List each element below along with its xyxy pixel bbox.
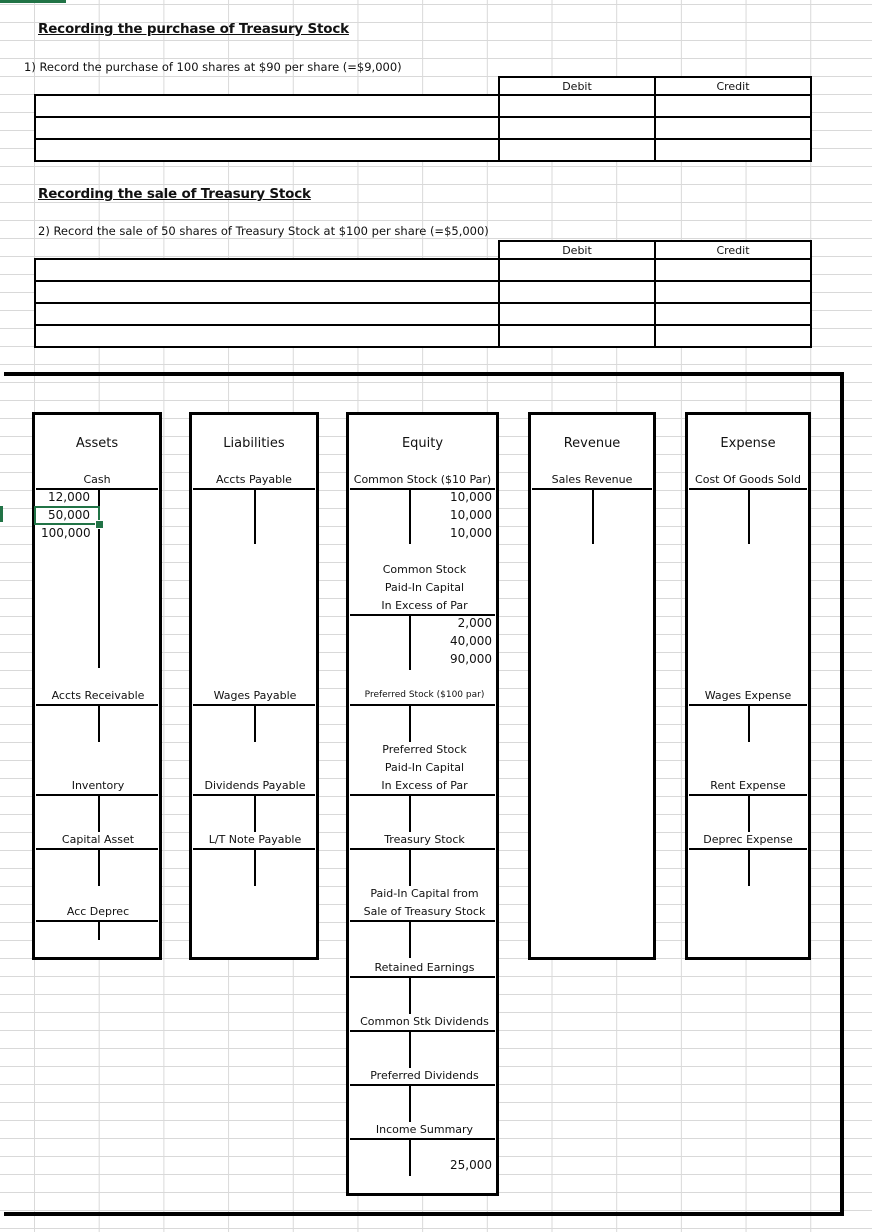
sale-heading: Recording the sale of Treasury Stock xyxy=(38,186,311,202)
inventory-t-stem xyxy=(98,794,100,832)
account-cell[interactable] xyxy=(35,325,499,347)
account-cell[interactable] xyxy=(35,259,499,281)
sales-revenue-name: Sales Revenue xyxy=(551,473,633,486)
expense-title: Expense xyxy=(720,436,776,451)
pic-treasury-line2: Sale of Treasury Stock xyxy=(363,905,486,918)
cs-pic-line1: Common Stock xyxy=(382,563,467,576)
purchase-journal-entry[interactable] xyxy=(34,94,812,162)
treasury-stock-t-stem xyxy=(409,848,411,886)
accts-receivable-t-bar xyxy=(36,704,158,706)
income-summary-t-stem xyxy=(409,1138,411,1176)
retained-earnings-t-bar xyxy=(350,976,495,978)
credit-cell[interactable] xyxy=(655,139,811,161)
pic-treasury-line1: Paid-In Capital from xyxy=(370,887,479,900)
inventory-t-bar xyxy=(36,794,158,796)
credit-cell[interactable] xyxy=(655,325,811,347)
debit-cell[interactable] xyxy=(499,325,655,347)
capital-asset-t-bar xyxy=(36,848,158,850)
row-selection-indicator xyxy=(0,506,3,522)
acc-deprec-t-stem xyxy=(98,920,100,940)
sales-revenue-t-stem xyxy=(592,488,594,544)
common-stock-credit-1[interactable]: 10,000 xyxy=(450,490,492,504)
preferred-stock-name: Preferred Stock ($100 par) xyxy=(364,690,485,700)
wages-expense-name: Wages Expense xyxy=(704,689,792,702)
ps-pic-t-stem xyxy=(409,794,411,832)
purchase-heading: Recording the purchase of Treasury Stock xyxy=(38,21,349,37)
preferred-stock-t-bar xyxy=(350,704,495,706)
column-selection-indicator xyxy=(0,0,66,3)
pic-treasury-t-stem xyxy=(409,920,411,958)
cs-pic-credit-3[interactable]: 90,000 xyxy=(450,652,492,666)
fill-handle[interactable] xyxy=(95,520,104,529)
credit-header: Credit xyxy=(655,241,811,259)
cash-debit-3[interactable]: 100,000 xyxy=(41,526,91,540)
treasury-stock-name: Treasury Stock xyxy=(384,833,465,846)
credit-cell[interactable] xyxy=(655,117,811,139)
retained-earnings-name: Retained Earnings xyxy=(374,961,475,974)
treasury-stock-t-bar xyxy=(350,848,495,850)
sale-journal-header xyxy=(498,240,812,260)
credit-cell[interactable] xyxy=(655,281,811,303)
account-cell[interactable] xyxy=(35,303,499,325)
accts-payable-name: Accts Payable xyxy=(216,473,292,486)
ps-pic-t-bar xyxy=(350,794,495,796)
income-summary-name: Income Summary xyxy=(375,1123,474,1136)
common-dividends-t-stem xyxy=(409,1030,411,1068)
rent-expense-name: Rent Expense xyxy=(710,779,786,792)
common-dividends-t-bar xyxy=(350,1030,495,1032)
cash-debit-2[interactable]: 50,000 xyxy=(48,508,90,522)
deprec-expense-t-stem xyxy=(748,848,750,886)
common-stock-name: Common Stock ($10 Par) xyxy=(353,473,492,486)
pic-treasury-t-bar xyxy=(350,920,495,922)
cogs-t-stem xyxy=(748,488,750,544)
dividends-payable-name: Dividends Payable xyxy=(204,779,306,792)
liabilities-title: Liabilities xyxy=(223,436,285,451)
inventory-name: Inventory xyxy=(71,779,125,792)
lt-note-payable-name: L/T Note Payable xyxy=(208,833,302,846)
credit-cell[interactable] xyxy=(655,95,811,117)
assets-title: Assets xyxy=(75,436,119,451)
debit-header: Debit xyxy=(499,241,655,259)
income-summary-credit[interactable]: 25,000 xyxy=(450,1158,492,1172)
account-cell[interactable] xyxy=(35,117,499,139)
preferred-stock-t-stem xyxy=(409,704,411,742)
account-cell[interactable] xyxy=(35,95,499,117)
lt-note-payable-t-stem xyxy=(254,848,256,886)
credit-cell[interactable] xyxy=(655,259,811,281)
sale-prompt: 2) Record the sale of 50 shares of Treasury Stock at $100 per share (=$5,000) xyxy=(38,224,489,238)
debit-header: Debit xyxy=(499,77,655,95)
cs-pic-line3: In Excess of Par xyxy=(381,599,468,612)
debit-cell[interactable] xyxy=(499,303,655,325)
common-stock-credit-3[interactable]: 10,000 xyxy=(450,526,492,540)
common-dividends-name: Common Stk Dividends xyxy=(360,1015,489,1028)
credit-cell[interactable] xyxy=(655,303,811,325)
capital-asset-t-stem xyxy=(98,848,100,886)
capital-asset-name: Capital Asset xyxy=(61,833,135,846)
dividends-payable-t-stem xyxy=(254,794,256,832)
purchase-journal-header xyxy=(498,76,812,96)
ps-pic-line1: Preferred Stock xyxy=(382,743,467,756)
preferred-dividends-name: Preferred Dividends xyxy=(370,1069,479,1082)
preferred-dividends-t-bar xyxy=(350,1084,495,1086)
debit-cell[interactable] xyxy=(499,117,655,139)
purchase-prompt: 1) Record the purchase of 100 shares at $90 per share (=$9,000) xyxy=(24,60,402,74)
debit-cell[interactable] xyxy=(499,281,655,303)
wages-expense-t-stem xyxy=(748,704,750,742)
deprec-expense-name: Deprec Expense xyxy=(703,833,793,846)
cs-pic-credit-2[interactable]: 40,000 xyxy=(450,634,492,648)
account-cell[interactable] xyxy=(35,281,499,303)
wages-payable-t-stem xyxy=(254,704,256,742)
retained-earnings-t-stem xyxy=(409,976,411,1014)
accts-receivable-t-stem xyxy=(98,704,100,742)
accts-payable-t-stem xyxy=(254,488,256,544)
wages-payable-name: Wages Payable xyxy=(213,689,297,702)
debit-cell[interactable] xyxy=(499,95,655,117)
preferred-dividends-t-stem xyxy=(409,1084,411,1122)
cash-account-name: Cash xyxy=(83,473,111,486)
account-cell[interactable] xyxy=(35,139,499,161)
selected-cell[interactable] xyxy=(34,506,100,525)
cs-pic-t-stem xyxy=(409,614,411,670)
debit-cell[interactable] xyxy=(499,139,655,161)
cogs-name: Cost Of Goods Sold xyxy=(695,473,801,486)
equity-title: Equity xyxy=(401,436,444,451)
accts-receivable-name: Accts Receivable xyxy=(51,689,145,702)
acc-deprec-name: Acc Deprec xyxy=(66,905,130,918)
common-stock-t-stem xyxy=(409,488,411,544)
common-stock-credit-2[interactable]: 10,000 xyxy=(450,508,492,522)
acc-deprec-t-bar xyxy=(36,920,158,922)
ps-pic-line2: Paid-In Capital xyxy=(384,761,465,774)
cash-debit-1[interactable]: 12,000 xyxy=(48,490,90,504)
sale-journal-entry[interactable] xyxy=(34,258,812,348)
cs-pic-credit-1[interactable]: 2,000 xyxy=(457,616,492,630)
rent-expense-t-stem xyxy=(748,794,750,832)
debit-cell[interactable] xyxy=(499,259,655,281)
credit-header: Credit xyxy=(655,77,811,95)
cs-pic-line2: Paid-In Capital xyxy=(384,581,465,594)
income-summary-t-bar xyxy=(350,1138,495,1140)
revenue-title: Revenue xyxy=(563,436,621,451)
ps-pic-line3: In Excess of Par xyxy=(381,779,468,792)
